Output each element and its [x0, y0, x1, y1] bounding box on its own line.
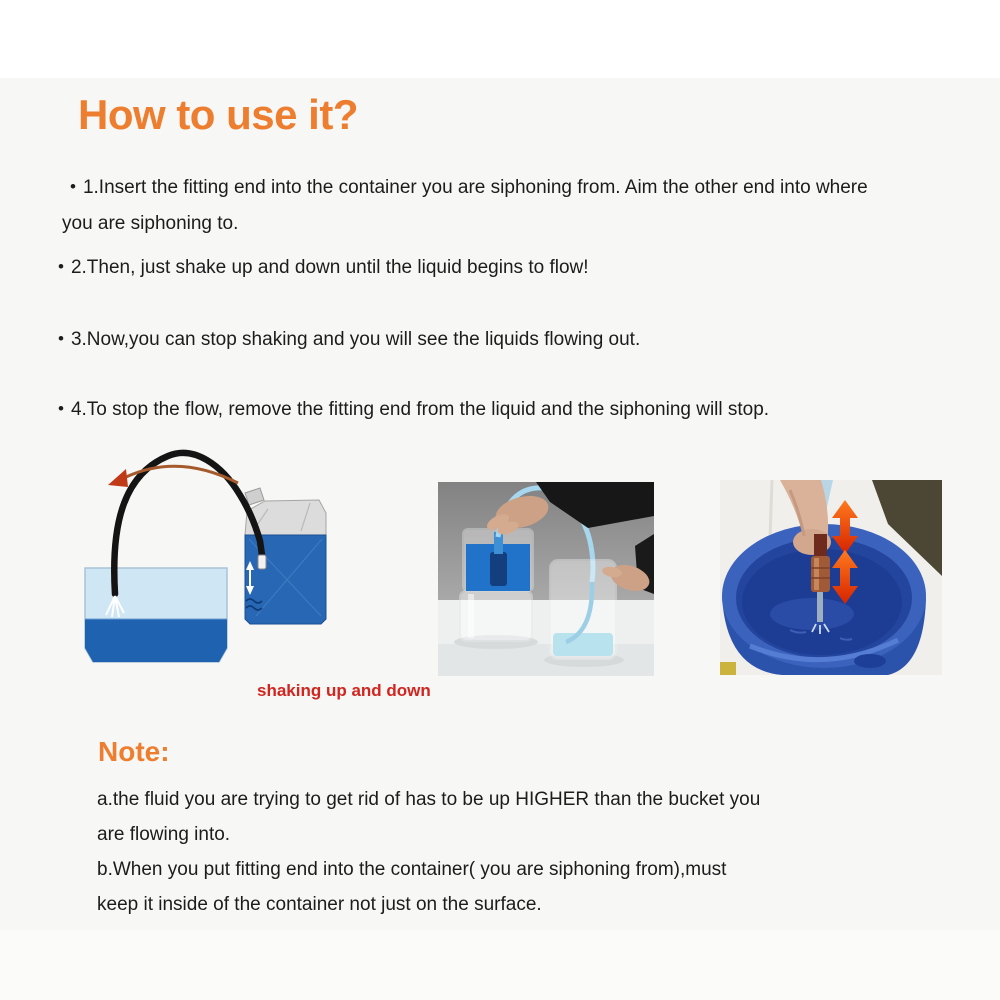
step-1-text-continued: you are siphoning to.: [62, 213, 239, 234]
shaking-cups-photo: [438, 482, 654, 676]
note-b-line-1: b.When you put fitting end into the container( you are siphoning from),must: [97, 859, 727, 880]
note-a-line-2: are flowing into.: [97, 824, 231, 845]
bullet-dot: •: [58, 329, 64, 348]
page-title: How to use it?: [78, 91, 358, 138]
step-3: [58, 328, 640, 352]
diagram-caption: shaking up and down: [257, 681, 431, 700]
shaking-cups-photo-svg: [438, 482, 654, 676]
step-3-text: 3.Now,you can stop shaking and you will see the liquids flowing out.: [70, 329, 641, 350]
upper-glass: [463, 529, 533, 591]
fitting-end: [258, 555, 266, 569]
bucket-fitting-photo: [720, 480, 942, 675]
step-2-text: 2.Then, just shake up and down until the liquid begins to flow!: [70, 257, 589, 278]
note-title: Note:: [98, 736, 170, 767]
step-1-line-1: [70, 176, 868, 200]
bullet-dot: •: [58, 399, 64, 418]
bucket-fitting-photo-svg: [720, 480, 942, 675]
lower-glass: [460, 591, 532, 641]
step-1-line-2: [62, 212, 238, 236]
note-a-line-1: a.the fluid you are trying to get rid of has to be up HIGHER than the bucket you: [97, 789, 761, 810]
step-1-text: 1.Insert the fitting end into the container you are siphoning from. Aim the other end into where: [82, 177, 868, 198]
note-b-line-2: keep it inside of the container not just on the surface.: [97, 894, 542, 915]
bullet-dot: •: [58, 257, 64, 276]
wall-corner-line: [770, 480, 772, 538]
yellow-object: [720, 662, 736, 675]
siphon-transfer-diagram: [70, 443, 350, 678]
bullet-dot: •: [70, 177, 76, 196]
step-4: [58, 398, 769, 422]
siphon-diagram-svg: [70, 443, 350, 678]
step-2: [58, 256, 589, 280]
step-4-text: 4.To stop the flow, remove the fitting end from the liquid and the siphoning will stop.: [70, 399, 770, 420]
